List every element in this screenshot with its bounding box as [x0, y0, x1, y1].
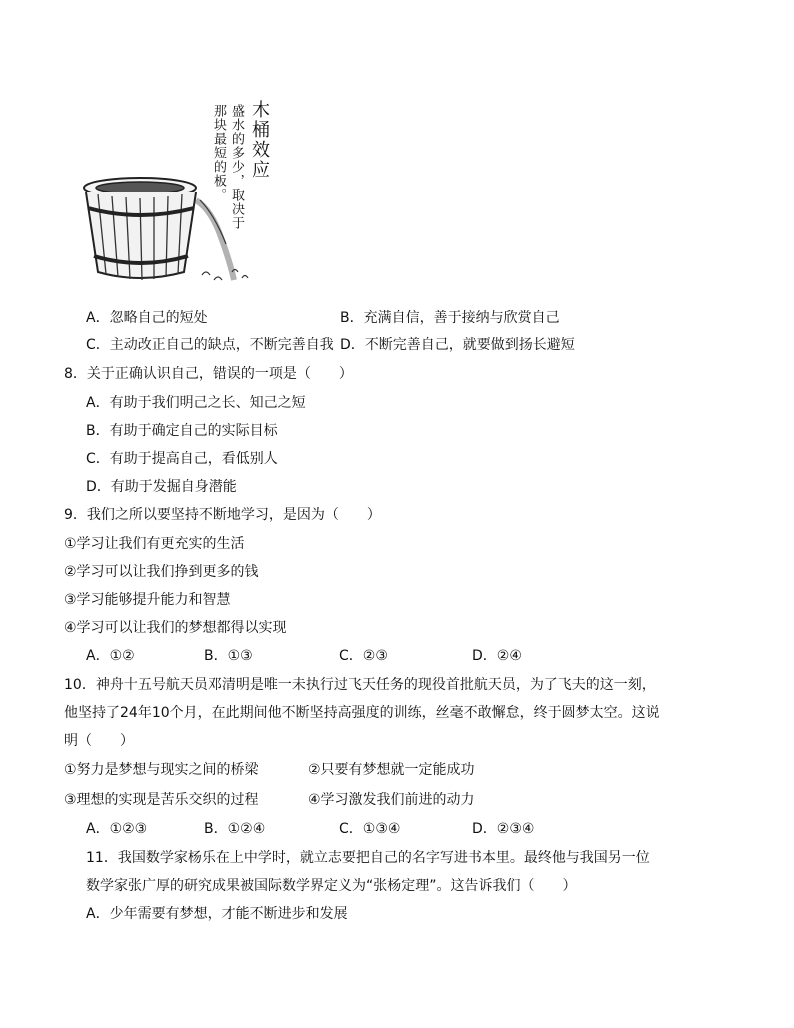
q11-stem-line2: 数学家张广厚的研究成果被国际数学界定义为“张杨定理”。这告诉我们（ ） — [86, 878, 577, 894]
q8-option-a: A．有助于我们明己之长、知己之短 — [86, 395, 306, 411]
q9-stem: 9．我们之所以要坚持不断地学习，是因为（ ） — [64, 507, 381, 523]
q9-statement-4: ④学习可以让我们的梦想都得以实现 — [64, 620, 287, 636]
q9-option-a: A．①② — [86, 648, 135, 664]
q11-stem-line1: 11．我国数学家杨乐在上中学时，就立志要把自己的名字写进书本里。最终他与我国另一位 — [86, 850, 650, 866]
q10-statement-1: ①努力是梦想与现实之间的桥梁 — [64, 762, 259, 778]
q10-option-b: B．①②④ — [204, 821, 266, 837]
q7-option-a: A．忽略自己的短处 — [86, 310, 208, 326]
q9-option-c: C．②③ — [339, 648, 388, 664]
figure-caption-col1: 盛水的多少，取决于 — [229, 104, 244, 230]
q9-statement-1: ①学习让我们有更充实的生活 — [64, 536, 245, 552]
q9-statement-3: ③学习能够提升能力和智慧 — [64, 592, 231, 608]
q7-option-c: C．主动改正自己的缺点，不断完善自我 — [86, 337, 334, 353]
q9-option-d: D．②④ — [472, 648, 522, 664]
q9-statement-2: ②学习可以让我们挣到更多的钱 — [64, 564, 259, 580]
q10-statement-3: ③理想的实现是苦乐交织的过程 — [64, 792, 259, 808]
q10-option-c: C．①③④ — [339, 821, 401, 837]
q10-statement-2: ②只要有梦想就一定能成功 — [308, 762, 475, 778]
q10-stem-line2: 他坚持了24年10个月，在此期间他不断坚持高强度的训练，丝毫不敢懈怠，终于圆梦太空。这说 — [64, 705, 660, 721]
q7-option-b: B．充满自信，善于接纳与欣赏自己 — [340, 310, 560, 326]
figure-title: 木桶效应 — [249, 100, 270, 180]
q10-stem-line3: 明（ ） — [64, 733, 134, 749]
q10-option-d: D．②③④ — [472, 821, 535, 837]
q8-option-d: D．有助于发掘自身潜能 — [86, 479, 237, 495]
q8-option-b: B．有助于确定自己的实际目标 — [86, 423, 278, 439]
q8-stem: 8．关于正确认识自己，错误的一项是（ ） — [64, 366, 353, 382]
q10-statement-4: ④学习激发我们前进的动力 — [308, 792, 475, 808]
q10-stem-line1: 10．神舟十五号航天员邓清明是唯一未执行过飞天任务的现役首批航天员，为了飞夫的这一刻， — [64, 677, 656, 693]
figure-caption-col2: 那块最短的板。 — [211, 104, 226, 202]
q7-option-d: D．不断完善自己，就要做到扬长避短 — [340, 337, 575, 353]
q8-option-c: C．有助于提高自己，看低别人 — [86, 451, 278, 467]
q11-option-a: A．少年需要有梦想，才能不断进步和发展 — [86, 906, 348, 922]
q9-option-b: B．①③ — [204, 648, 253, 664]
q10-option-a: A．①②③ — [86, 821, 148, 837]
